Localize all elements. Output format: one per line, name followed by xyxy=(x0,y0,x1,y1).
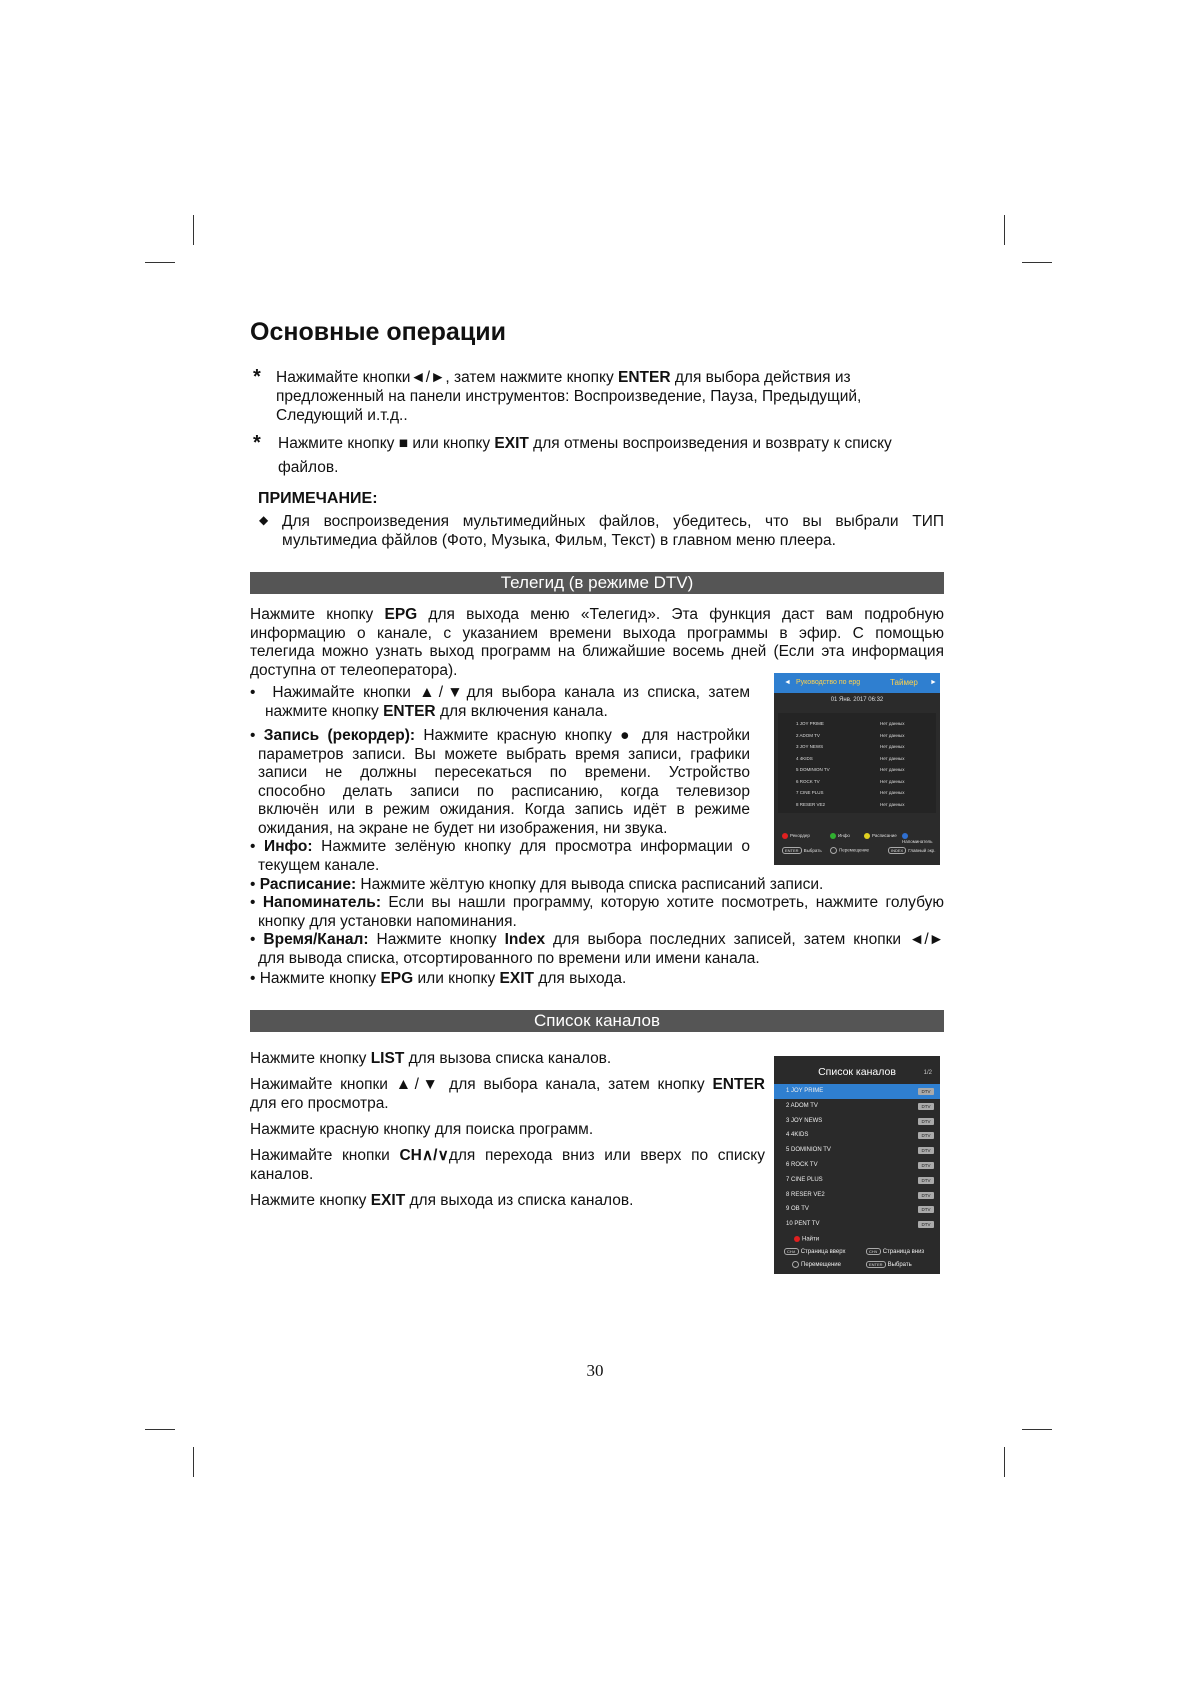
legend-item xyxy=(864,833,897,839)
channel-name: 10 PENT TV xyxy=(786,1221,820,1228)
key-item xyxy=(830,847,869,854)
epg-channel[interactable]: 7 CINE PLUS xyxy=(796,790,824,795)
legend-label: Инфо xyxy=(838,833,850,839)
channel-para: каналов. xyxy=(250,1166,314,1183)
channel-list-page: 1/2 xyxy=(923,1070,932,1076)
select-hint xyxy=(866,1261,912,1268)
text: Нажмите кнопку xyxy=(250,1050,371,1067)
legend-label: Напоминатель xyxy=(902,839,933,844)
epg-channel[interactable]: 4 4KIDS xyxy=(796,755,813,761)
dtv-badge: DTV xyxy=(918,1177,934,1184)
enter-key-icon: ENTER xyxy=(866,1261,886,1268)
page-number: 30 xyxy=(586,1361,604,1380)
channel-row[interactable] xyxy=(774,1173,940,1188)
text-bold: ENTER xyxy=(618,369,671,386)
epg-channel[interactable]: 6 ROCK TV xyxy=(796,778,820,784)
channel-name: 6 ROCK TV xyxy=(786,1162,818,1168)
text-bold: EXIT xyxy=(499,970,534,987)
text: Нажмите кнопку ■ или кнопку xyxy=(278,435,495,452)
bullet-line: • Нажимайте кнопки ▲/▼для выбора канала из списка, затем xyxy=(250,684,750,701)
channel-name: 3 JOY NEWS xyxy=(786,1117,823,1124)
lead-line: доступна от телеоператора). xyxy=(250,661,458,679)
text: Нажмите зелёную кнопку для просмотра информации о xyxy=(312,838,750,855)
text: для перехода вниз или вверх по списку xyxy=(448,1147,765,1164)
channel-para xyxy=(250,1146,765,1165)
yellow-dot-icon xyxy=(864,833,870,839)
hint-label: Страница вверх xyxy=(800,1249,846,1255)
legend-item xyxy=(902,833,936,844)
note-text xyxy=(282,512,944,550)
intro-line: файлов. xyxy=(278,459,339,476)
epg-lead xyxy=(250,606,944,680)
note-line: Для воспроизведения мультимедийных файлов, убедитесь, что вы выбрали ТИП xyxy=(282,513,944,530)
text: для вызова списка каналов. xyxy=(404,1050,612,1067)
text: Нажимайте кнопки xyxy=(250,1147,400,1164)
bullet-line: записи не должны пересекаться по времени. Устройство xyxy=(258,764,750,781)
ch-up-key-icon: CH∧ xyxy=(784,1248,799,1255)
text-bold: Index xyxy=(504,931,546,948)
text: Нажмите кнопку xyxy=(368,931,505,948)
bullet-line: • Запись (рекордер): Нажмите красную кнопку ● для настройки xyxy=(250,727,751,744)
epg-channel[interactable]: 3 JOY NEWS xyxy=(796,744,824,749)
dtv-badge: DTV xyxy=(918,1162,934,1169)
text-bold: EPG xyxy=(380,970,414,987)
text-bold: CH∧/∨ xyxy=(399,1147,449,1164)
section-bar-channels: Список каналов xyxy=(250,1010,944,1032)
channel-row[interactable] xyxy=(774,1158,940,1173)
text-bold: Расписание: xyxy=(259,876,357,893)
ch-down-key-icon: CH∨ xyxy=(866,1248,881,1255)
text: нажмите кнопку xyxy=(265,702,384,720)
intro-line: предложенный на панели инструментов: Воспроизведение, Пауза, Предыдущий, xyxy=(276,388,862,405)
epg-no-data: Нет данных xyxy=(880,790,905,795)
text: Нажимайте кнопки ▲/▼ для выбора канала, затем кнопку xyxy=(250,1076,713,1093)
dtv-badge: DTV xyxy=(918,1088,934,1095)
epg-bullet-info xyxy=(250,838,750,875)
asterisk-icon: * xyxy=(253,432,261,454)
dtv-badge: DTV xyxy=(918,1132,934,1139)
crop-mark xyxy=(1004,1447,1005,1477)
red-dot-icon xyxy=(794,1236,800,1242)
text-bold: EPG xyxy=(384,606,418,623)
channel-row[interactable] xyxy=(774,1217,940,1232)
diamond-icon: ◆ xyxy=(259,513,269,527)
epg-no-data: Нет данных xyxy=(880,767,905,772)
dtv-badge: DTV xyxy=(918,1103,934,1110)
bullet-line xyxy=(250,703,750,722)
legend-item xyxy=(782,833,810,839)
crop-mark xyxy=(145,262,175,263)
channel-para xyxy=(250,1075,765,1094)
epg-bullet-1 xyxy=(250,684,750,721)
channel-text xyxy=(250,1049,765,1210)
key-item xyxy=(782,847,822,854)
index-key-icon: INDEX xyxy=(888,847,906,854)
asterisk-icon: * xyxy=(253,366,261,388)
bullet-line: ожидания, на экране не будет ни изображения, ни звука. xyxy=(258,819,668,837)
crop-mark xyxy=(1022,262,1052,263)
text: Нажмите кнопку xyxy=(259,970,381,987)
section-bar-epg: Телегид (в режиме DTV) xyxy=(250,572,944,594)
text-bold: Запись (рекордер): xyxy=(263,727,416,744)
channel-name: 7 CINE PLUS xyxy=(786,1176,823,1183)
text: для отмены воспроизведения и возврату к списку xyxy=(528,435,892,452)
epg-screenshot xyxy=(774,673,940,865)
hint-label: Найти xyxy=(802,1236,820,1243)
lead-line: телегида можно узнать выход программ на ближайшие восемь дней (Если эта информация xyxy=(250,643,944,660)
dtv-badge: DTV xyxy=(918,1118,934,1125)
text: или кнопку xyxy=(413,970,500,987)
navigation-icon xyxy=(830,847,837,854)
channel-row[interactable] xyxy=(774,1084,940,1099)
crop-mark xyxy=(193,1447,194,1477)
channel-list-screenshot xyxy=(774,1056,940,1274)
text: для включения канала. xyxy=(435,702,608,720)
epg-no-data: Нет данных xyxy=(880,732,905,738)
channel-row[interactable] xyxy=(774,1099,940,1114)
channel-name: 1 JOY PRIME xyxy=(786,1088,824,1094)
channel-para xyxy=(250,1191,765,1210)
enter-key-icon: ENTER xyxy=(782,847,802,854)
green-dot-icon xyxy=(830,833,836,839)
epg-date: 01 Янв. 2017 06:32 xyxy=(830,697,884,703)
bullet-line: для вывода списка, отсортированного по времени или имени канала. xyxy=(258,949,760,967)
epg-no-data: Нет данных xyxy=(880,801,905,807)
epg-channel[interactable]: 1 JOY PRIME xyxy=(796,721,824,726)
text: Нажмите жёлтую кнопку для вывода списка расписаний записи. xyxy=(356,876,824,893)
channel-row[interactable] xyxy=(774,1143,940,1158)
legend-item xyxy=(830,833,850,839)
intro-line xyxy=(278,434,958,453)
bullet-line: • Инфо: Нажмите зелёную кнопку для просмотра информации о xyxy=(250,838,750,855)
arrow-right-icon: ► xyxy=(930,679,937,686)
hint-label: Страница вниз xyxy=(882,1249,925,1255)
channel-row[interactable] xyxy=(774,1202,940,1217)
note-heading: ПРИМЕЧАНИЕ: xyxy=(258,490,378,507)
bullet-line: включён или в режим ожидания. Когда запись идёт в режиме xyxy=(258,801,750,818)
key-label: Перемещение xyxy=(839,847,869,853)
epg-bullet-schedule xyxy=(250,876,944,895)
arrow-left-icon: ◄ xyxy=(784,679,791,686)
lead-line: информацию о канале, с указанием времени выхода программы в эфир. С помощью xyxy=(250,624,944,642)
channel-name: 5 DOMINION TV xyxy=(786,1147,831,1154)
epg-no-data: Нет данных xyxy=(880,755,905,761)
text: Нажимайте кнопки◄/►, затем нажмите кнопку xyxy=(276,369,618,386)
dtv-badge: DTV xyxy=(918,1192,934,1199)
navigation-icon xyxy=(792,1261,799,1268)
note-line: мультимедиа фӑйлов (Фото, Музыка, Фильм, Текст) в главном меню плеера. xyxy=(282,532,836,549)
text: для выбора последних записей, затем кнопки ◄/► xyxy=(545,931,945,948)
epg-no-data: Нет данных xyxy=(880,721,905,726)
page-title: Основные операции xyxy=(250,318,506,346)
bullet-line: способно делать записи по расписанию, когда телевизор xyxy=(258,782,750,800)
epg-list xyxy=(778,713,936,813)
channel-name: 8 RESER VE2 xyxy=(786,1191,825,1198)
dtv-badge: DTV xyxy=(918,1147,934,1154)
text-bold: ENTER xyxy=(383,702,436,720)
bullet-line: • Нажмите кнопку EPG или кнопку EXIT для выхода. xyxy=(250,970,627,987)
bullet-line: • Напоминатель: Если вы нашли программу, которую хотите посмотреть, нажмите голубую xyxy=(250,894,945,911)
epg-bullet-reminder xyxy=(250,894,944,931)
text-bold: Инфо: xyxy=(264,838,313,855)
epg-bullet-record xyxy=(250,727,750,838)
red-dot-icon xyxy=(782,833,788,839)
crop-mark xyxy=(1004,215,1005,245)
text-bold: EXIT xyxy=(370,1192,406,1209)
find-hint xyxy=(794,1236,819,1243)
text: для выхода из списка каналов. xyxy=(405,1192,634,1209)
bullet-line: параметров записи. Вы можете выбрать время записи, графики xyxy=(258,745,750,763)
channel-name: 2 ADOM TV xyxy=(786,1102,818,1109)
channel-name: 4 4KIDS xyxy=(786,1132,809,1139)
hint-label: Выбрать xyxy=(887,1262,912,1268)
epg-bullet-time xyxy=(250,931,944,968)
intro-line: Следующий и.т.д.. xyxy=(276,407,408,424)
channel-para xyxy=(250,1049,765,1068)
text-bold: LIST xyxy=(370,1050,405,1067)
text: для выхода. xyxy=(533,970,627,987)
hint-label: Перемещение xyxy=(801,1262,841,1269)
bullet-line: текущем канале. xyxy=(258,856,380,874)
epg-no-data: Нет данных xyxy=(880,778,905,784)
legend-label: Рекордер xyxy=(790,833,810,839)
crop-mark xyxy=(1022,1429,1052,1430)
legend-label: Расписание xyxy=(872,833,897,839)
text-bold: Напоминатель: xyxy=(262,894,381,911)
dtv-badge: DTV xyxy=(918,1206,934,1213)
channel-para: для его просмотра. xyxy=(250,1095,389,1112)
channel-row[interactable] xyxy=(774,1188,940,1203)
text: Нажимайте кнопки ▲/▼для выбора канала из списка, затем xyxy=(272,684,750,701)
text-bold: Время/Канал: xyxy=(263,931,369,948)
dtv-badge: DTV xyxy=(918,1221,934,1228)
text-bold: EXIT xyxy=(494,435,529,452)
epg-header-right: Таймер xyxy=(890,678,918,687)
intro-item-1 xyxy=(276,368,956,425)
text: Нажмите кнопку xyxy=(250,606,385,623)
channel-row[interactable] xyxy=(774,1128,940,1143)
channel-name: 9 OB TV xyxy=(786,1206,809,1213)
bullet-line: кнопку для установки напоминания. xyxy=(258,912,517,930)
text: Нажмите кнопку xyxy=(250,1192,371,1209)
bullet-line: • Время/Канал: Нажмите кнопку Index для выбора последних записей, затем кнопки ◄/► xyxy=(250,931,945,948)
bullet-line: • Расписание: Нажмите жёлтую кнопку для вывода списка расписаний записи. xyxy=(250,876,824,893)
epg-header xyxy=(774,673,940,693)
text: Нажмите красную кнопку ● для настройки xyxy=(415,727,751,744)
epg-channel[interactable]: 2 ADOM TV xyxy=(796,732,820,738)
key-label: Главный экр. xyxy=(908,848,936,853)
epg-no-data: Нет данных xyxy=(880,744,905,749)
epg-bullet-exit xyxy=(250,970,944,989)
epg-channel[interactable]: 8 RESER VE2 xyxy=(796,801,826,807)
key-item xyxy=(888,847,935,854)
epg-channel[interactable]: 5 DOMINION TV xyxy=(796,767,830,772)
page-up-hint xyxy=(784,1248,846,1255)
crop-mark xyxy=(193,215,194,245)
move-hint xyxy=(792,1261,841,1268)
crop-mark xyxy=(145,1429,175,1430)
channel-list-title: Список каналов xyxy=(818,1066,896,1078)
text: для выхода меню «Телегид». Эта функция даст вам подробную xyxy=(417,606,944,623)
key-label: Выбрать xyxy=(803,848,822,853)
text: Если вы нашли программу, которую хотите посмотреть, нажмите голубую xyxy=(381,894,945,911)
intro-item-2 xyxy=(278,434,958,477)
text: для выбора действия из xyxy=(670,369,851,386)
channel-para: Нажмите красную кнопку для поиска программ. xyxy=(250,1121,594,1138)
epg-header-left: Руководство по epg xyxy=(796,679,861,686)
channel-row[interactable] xyxy=(774,1114,940,1129)
intro-line xyxy=(276,368,956,387)
page-down-hint xyxy=(866,1248,924,1255)
text-bold: ENTER xyxy=(712,1076,765,1093)
lead-line xyxy=(250,606,944,625)
